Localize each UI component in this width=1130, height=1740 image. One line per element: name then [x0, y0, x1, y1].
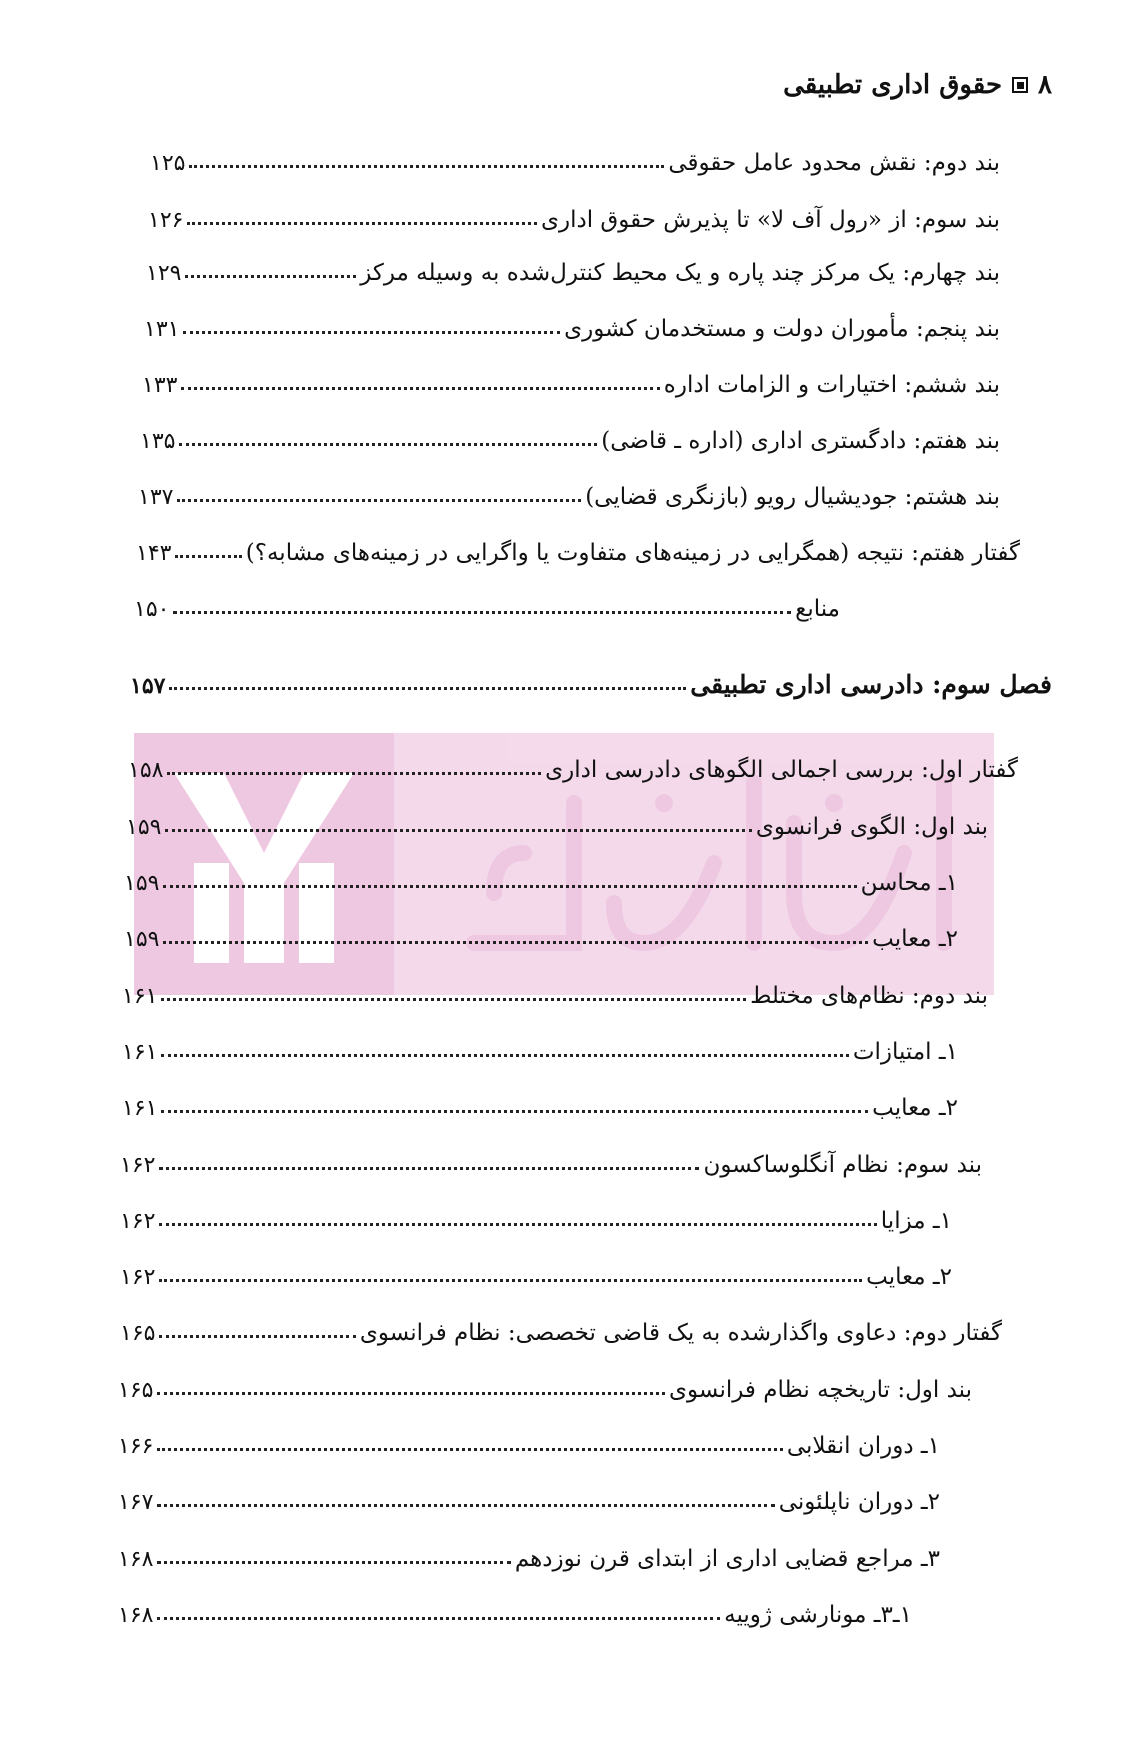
toc-entry-title: ۲ـ دوران ناپلئونی — [778, 1489, 940, 1515]
toc-entry — [126, 812, 988, 844]
toc-entry — [118, 1487, 940, 1519]
dot-leader — [173, 610, 791, 614]
dot-leader — [159, 1334, 355, 1338]
toc-entry-page-number: ۱۳۳ — [142, 373, 178, 398]
dot-leader — [181, 386, 659, 390]
toc-entry-title: ۲ـ معایب — [866, 1264, 952, 1290]
toc-entry-page-number: ۱۴۳ — [136, 541, 172, 566]
toc-entry-page-number: ۱۵۸ — [128, 758, 164, 783]
dot-leader — [169, 686, 686, 690]
toc-entry-title: بند چهارم: یک مرکز چند پاره و یک محیط کنترل‌شده به وسیله مرکز — [360, 260, 1000, 286]
toc-entry-page-number: ۱۲۵ — [150, 151, 186, 176]
toc-entry-title: گفتار اول: بررسی اجمالی الگوهای دادرسی اداری — [545, 757, 1018, 783]
dot-leader — [187, 221, 537, 225]
toc-entry-page-number: ۱۶۸ — [118, 1547, 154, 1572]
dot-leader — [157, 1616, 720, 1620]
toc-entry-title: بند سوم: نظام آنگلوساکسون — [703, 1152, 982, 1178]
dot-leader — [157, 1391, 665, 1395]
dot-leader — [175, 554, 241, 558]
toc-entry — [136, 538, 1020, 570]
dot-leader — [183, 330, 560, 334]
toc-entry-page-number: ۱۵۷ — [130, 673, 166, 699]
dot-leader — [161, 997, 746, 1001]
toc-entry — [128, 755, 1018, 787]
toc-entry-title: بند هفتم: دادگستری اداری (اداره ـ قاضی) — [601, 428, 1000, 454]
toc-entry — [120, 1206, 952, 1238]
dot-leader — [165, 828, 751, 832]
toc-entry-page-number: ۱۲۹ — [146, 261, 182, 286]
toc-entry-page-number: ۱۶۵ — [118, 1378, 154, 1403]
toc-entry-title: بند دوم: نقش محدود عامل حقوقی — [668, 150, 1000, 176]
toc-entry-page-number: ۱۶۸ — [118, 1603, 154, 1628]
toc-entry-page-number: ۱۶۲ — [120, 1209, 156, 1234]
toc-entry — [146, 258, 1000, 290]
toc-entry — [118, 1544, 940, 1576]
toc-entry-page-number: ۱۶۲ — [120, 1265, 156, 1290]
dot-leader — [157, 1560, 510, 1564]
toc-entry — [148, 205, 1000, 237]
dot-leader — [159, 1166, 699, 1170]
toc-entry — [124, 868, 958, 900]
toc-entry-title: ۱ـ محاسن — [860, 870, 958, 896]
toc-entry-title: منابع — [795, 596, 840, 622]
toc-entry — [120, 1262, 952, 1294]
toc-entry-page-number: ۱۳۵ — [140, 429, 176, 454]
toc-entry-title: ۱ـ مزایا — [880, 1208, 952, 1234]
header-book-title: حقوق اداری تطبیقی — [783, 70, 1003, 100]
toc-entry-page-number: ۱۵۹ — [126, 815, 162, 840]
dot-leader — [157, 1503, 774, 1507]
toc-entry-title: بند ششم: اختیارات و الزامات اداره — [663, 372, 1000, 398]
toc-entry — [122, 981, 988, 1013]
toc-entry-page-number: ۱۵۹ — [124, 927, 160, 952]
dot-leader — [161, 1053, 848, 1057]
dot-leader — [177, 498, 581, 502]
toc-entry-page-number: ۱۵۹ — [124, 871, 160, 896]
toc-entry-title: بند هشتم: جودیشیال رویو (بازنگری قضایی) — [585, 484, 1000, 510]
toc-entry-title: ۲ـ معایب — [872, 926, 958, 952]
toc-entry — [118, 1431, 940, 1463]
toc-entry-page-number: ۱۳۱ — [144, 317, 180, 342]
toc-entry — [142, 370, 1000, 402]
toc-entry-page-number: ۱۳۷ — [138, 485, 174, 510]
toc-entry-title: ۱ـ دوران انقلابی — [786, 1433, 940, 1459]
toc-entry-page-number: ۱۶۶ — [118, 1434, 154, 1459]
dot-leader — [167, 771, 541, 775]
toc-entry-title: بند سوم: از «رول آف لا» تا پذیرش حقوق اداری — [540, 207, 1000, 233]
toc-entry-page-number: ۱۶۱ — [122, 984, 158, 1009]
toc-entry — [140, 426, 1000, 458]
toc-entry-title: فصل سوم: دادرسی اداری تطبیقی — [690, 670, 1052, 699]
dot-leader — [159, 1278, 862, 1282]
toc-entry — [122, 1037, 958, 1069]
toc-entry-title: بند دوم: نظام‌های مختلط — [750, 983, 988, 1009]
dot-leader — [157, 1447, 782, 1451]
dot-leader — [185, 274, 356, 278]
toc-entry-page-number: ۱۶۱ — [122, 1040, 158, 1065]
toc-entry — [120, 1150, 982, 1182]
toc-entry — [124, 924, 958, 956]
toc-entry — [118, 1600, 912, 1632]
toc-entry — [118, 1375, 972, 1407]
toc-entry-page-number: ۱۶۵ — [120, 1321, 156, 1346]
toc-entry-title: بند پنجم: مأموران دولت و مستخدمان کشوری — [564, 316, 1000, 342]
dot-leader — [163, 940, 868, 944]
dot-leader — [159, 1222, 876, 1226]
toc-chapter-entry — [130, 670, 1052, 702]
toc-entry-title: گفتار دوم: دعاوی واگذارشده به یک قاضی تخصصی: نظام فرانسوی — [359, 1320, 1002, 1346]
toc-entry-page-number: ۱۲۶ — [148, 208, 184, 233]
toc-entry-title: بند اول: الگوی فرانسوی — [755, 814, 988, 840]
toc-entry — [120, 1318, 1002, 1350]
toc-entry-page-number: ۱۶۱ — [122, 1096, 158, 1121]
toc-entry-page-number: ۱۶۲ — [120, 1153, 156, 1178]
toc-entry-title: ۱ـ امتیازات — [852, 1039, 958, 1065]
toc-entry-page-number: ۱۵۰ — [134, 597, 170, 622]
toc-entry — [138, 482, 1000, 514]
toc-entry-title: گفتار هفتم: نتیجه (همگرایی در زمینه‌های متفاوت یا واگرایی در زمینه‌های مشابه؟) — [245, 540, 1020, 566]
toc-entry-title: ۳ـ مراجع قضایی اداری از ابتدای قرن نوزدهم — [514, 1546, 940, 1572]
toc-entry — [122, 1093, 958, 1125]
dot-leader — [189, 164, 664, 168]
toc-entry — [150, 148, 1000, 180]
dot-leader — [163, 884, 856, 888]
toc-entry-title: ۱ـ۳ـ مونارشی ژوییه — [724, 1602, 912, 1628]
toc-entry-title: ۲ـ معایب — [872, 1095, 958, 1121]
header-page-number: ۸ — [1038, 70, 1052, 100]
toc-entry-title: بند اول: تاریخچه نظام فرانسوی — [669, 1377, 972, 1403]
dot-leader — [179, 442, 597, 446]
toc-entry — [134, 594, 840, 626]
dot-leader — [161, 1109, 868, 1113]
toc-entry — [144, 314, 1000, 346]
toc-entry-page-number: ۱۶۷ — [118, 1490, 154, 1515]
